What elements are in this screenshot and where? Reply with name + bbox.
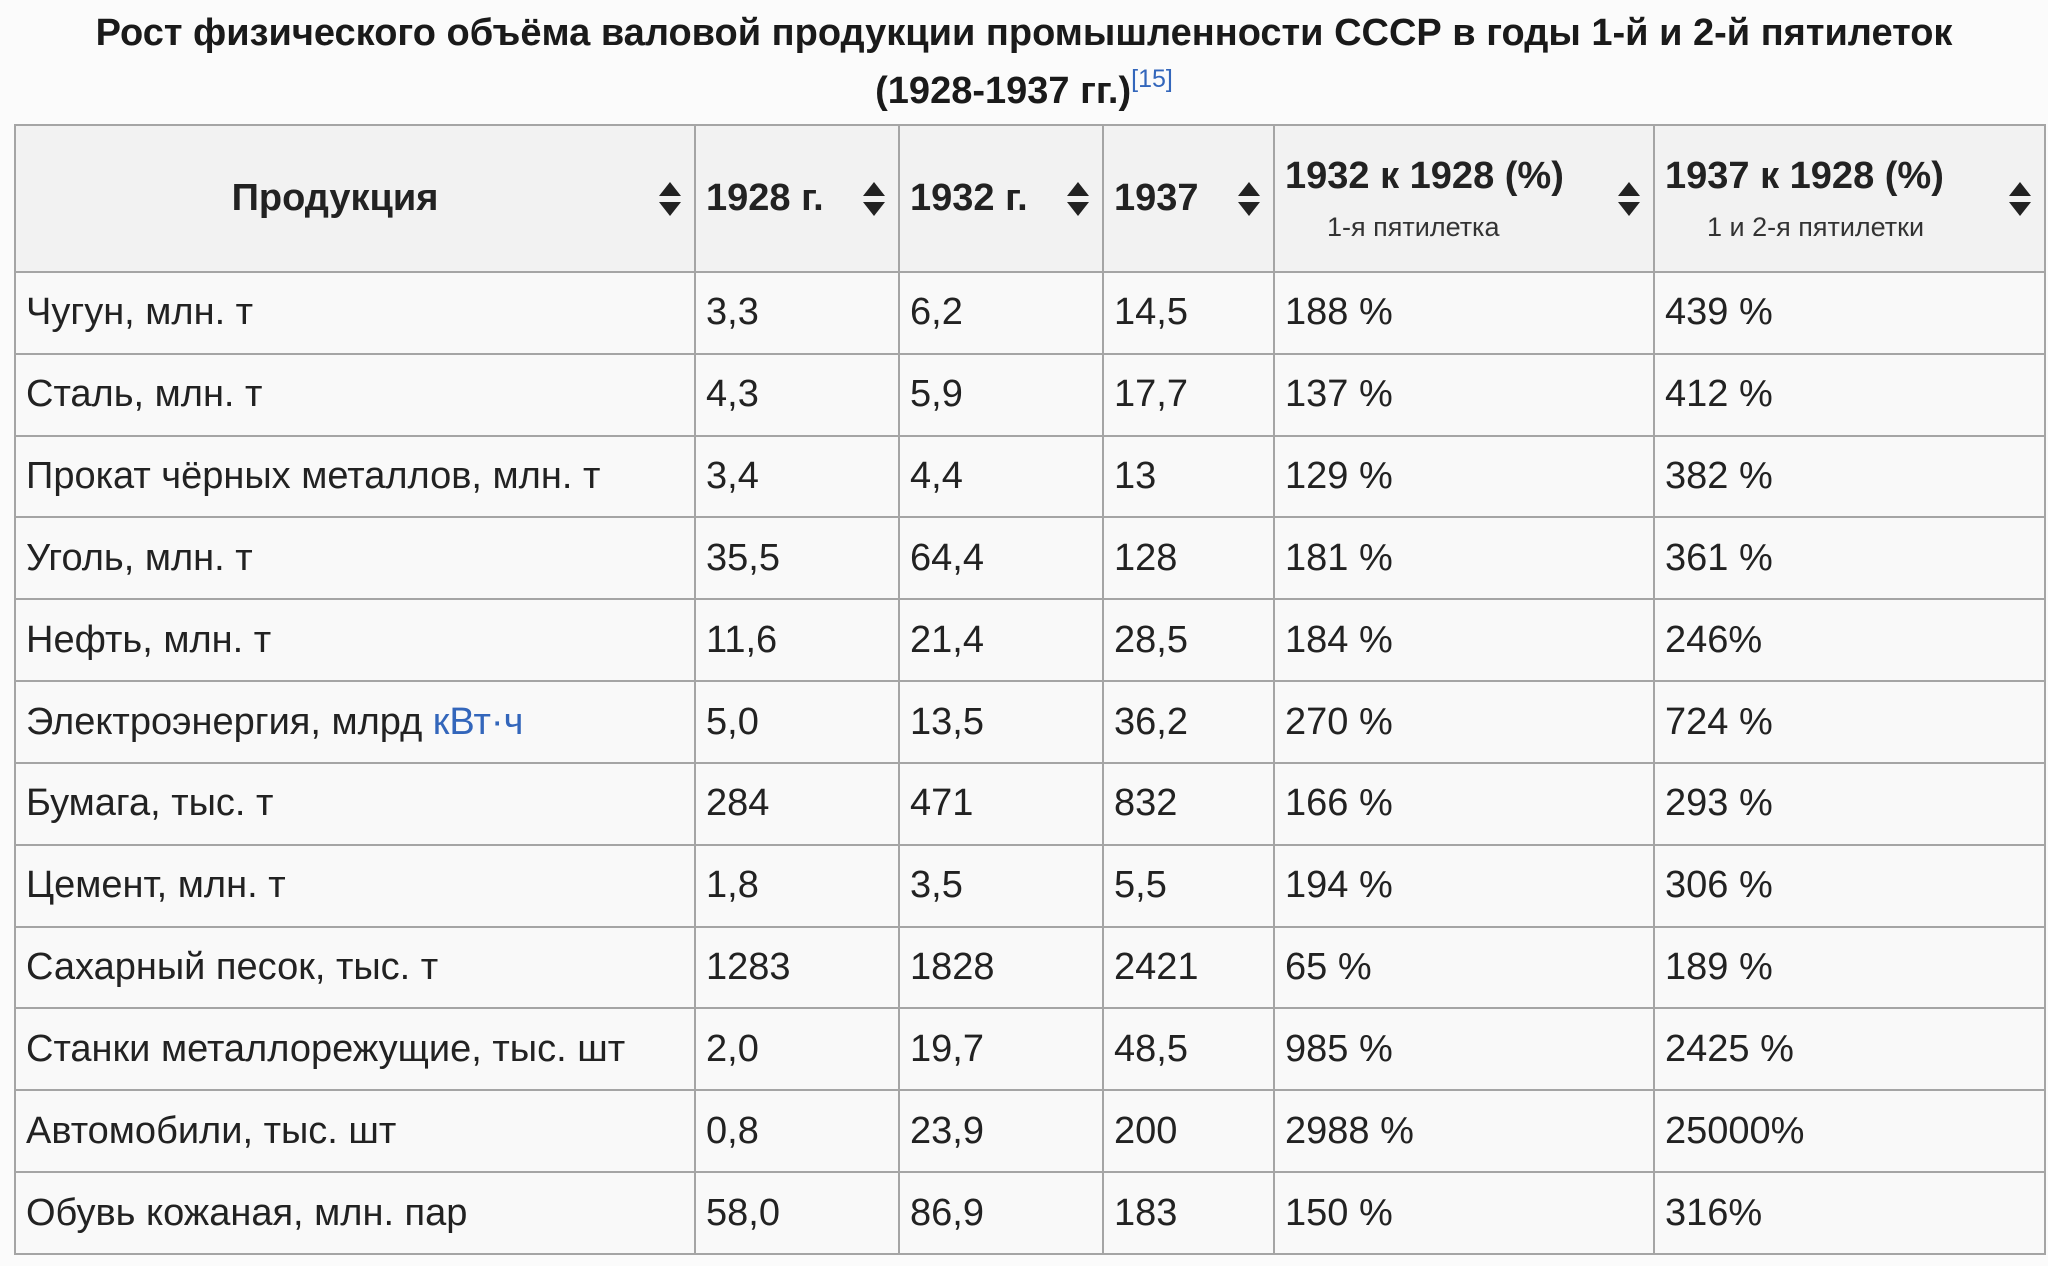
table-row [15,436,2045,518]
product-cell [15,599,695,681]
value-1937: 200 [1103,1090,1274,1172]
value-1932: 23,9 [899,1090,1103,1172]
table-row [15,517,2045,599]
value-1937: 832 [1103,763,1274,845]
header-label: 1937 к 1928 (%) [1665,154,1944,197]
product-cell [15,845,695,927]
product-name: Сталь, млн. т [26,373,263,416]
sort-icon[interactable] [658,182,682,216]
table-row [15,845,2045,927]
percent-1937: 724 % [1654,681,2045,763]
value-1937: 13 [1103,436,1274,518]
product-cell [15,927,695,1009]
value-1928: 11,6 [695,599,899,681]
table-caption [40,4,2008,120]
reference-link[interactable]: [15] [1131,65,1173,93]
percent-1937: 246% [1654,599,2045,681]
product-name: Сахарный песок, тыс. т [26,946,439,989]
product-name: Уголь, млн. т [26,536,253,579]
value-1928: 1283 [695,927,899,1009]
table-row [15,763,2045,845]
value-1932: 86,9 [899,1172,1103,1254]
value-1932: 471 [899,763,1103,845]
percent-1932: 181 % [1274,517,1654,599]
table-row [15,1090,2045,1172]
percent-1932: 985 % [1274,1008,1654,1090]
header-sublabel: 1 и 2-я пятилетки [1707,211,1925,242]
percent-1932: 166 % [1274,763,1654,845]
header-1932-vs-1928[interactable] [1274,125,1654,272]
value-1937: 14,5 [1103,272,1274,354]
percent-1937: 412 % [1654,354,2045,436]
header-1932[interactable] [899,125,1103,272]
percent-1932: 194 % [1274,845,1654,927]
table-row [15,1172,2045,1254]
table-row [15,681,2045,763]
sort-icon[interactable] [862,182,886,216]
table-row [15,272,2045,354]
percent-1932: 188 % [1274,272,1654,354]
value-1928: 35,5 [695,517,899,599]
value-1937: 36,2 [1103,681,1274,763]
product-cell [15,436,695,518]
value-1928: 0,8 [695,1090,899,1172]
value-1928: 284 [695,763,899,845]
value-1937: 17,7 [1103,354,1274,436]
value-1932: 19,7 [899,1008,1103,1090]
product-cell [15,681,695,763]
percent-1937: 25000% [1654,1090,2045,1172]
percent-1932: 2988 % [1274,1090,1654,1172]
value-1932: 1828 [899,927,1103,1009]
value-1932: 5,9 [899,354,1103,436]
value-1928: 1,8 [695,845,899,927]
product-cell [15,1090,695,1172]
product-name: Прокат чёрных металлов, млн. т [26,455,601,498]
product-name: Цемент, млн. т [26,864,286,907]
product-name: Автомобили, тыс. шт [26,1109,397,1152]
sort-icon[interactable] [1066,182,1090,216]
unit-link-kwh[interactable]: кВт·ч [432,700,524,743]
percent-1932: 129 % [1274,436,1654,518]
percent-1932: 65 % [1274,927,1654,1009]
percent-1937: 306 % [1654,845,2045,927]
caption-text: Рост физического объёма валовой продукции промышленности СССР в годы 1-й и 2-й пятилеток (1928-1937 гг.) [95,12,1953,112]
value-1928: 5,0 [695,681,899,763]
header-label: Продукция [231,177,439,219]
percent-1937: 189 % [1654,927,2045,1009]
header-label: 1937 [1114,177,1199,219]
value-1928: 3,3 [695,272,899,354]
product-cell [15,354,695,436]
percent-1937: 2425 % [1654,1008,2045,1090]
percent-1937: 316% [1654,1172,2045,1254]
percent-1937: 293 % [1654,763,2045,845]
header-label: 1932 г. [910,177,1028,219]
table-row [15,1008,2045,1090]
header-label: 1928 г. [706,177,824,219]
product-cell [15,1172,695,1254]
product-name: Нефть, млн. т [26,618,272,661]
value-1932: 4,4 [899,436,1103,518]
header-product[interactable] [15,125,695,272]
value-1932: 6,2 [899,272,1103,354]
header-sublabel: 1-я пятилетка [1327,211,1500,242]
header-row [15,125,2045,272]
value-1932: 64,4 [899,517,1103,599]
value-1928: 58,0 [695,1172,899,1254]
percent-1937: 439 % [1654,272,2045,354]
value-1937: 5,5 [1103,845,1274,927]
production-table [14,124,2046,1255]
value-1928: 2,0 [695,1008,899,1090]
value-1937: 183 [1103,1172,1274,1254]
header-label: 1932 к 1928 (%) [1285,154,1564,197]
value-1937: 128 [1103,517,1274,599]
value-1937: 48,5 [1103,1008,1274,1090]
product-name: Электроэнергия, млрд [26,700,433,743]
value-1932: 13,5 [899,681,1103,763]
sort-icon[interactable] [2008,182,2032,216]
product-cell [15,1008,695,1090]
product-cell [15,272,695,354]
header-1928[interactable] [695,125,899,272]
percent-1932: 137 % [1274,354,1654,436]
value-1932: 3,5 [899,845,1103,927]
product-name: Обувь кожаная, млн. пар [26,1191,468,1234]
product-cell [15,763,695,845]
product-name: Чугун, млн. т [26,291,254,334]
header-1937-vs-1928[interactable] [1654,125,2045,272]
table-row [15,927,2045,1009]
header-1937[interactable] [1103,125,1274,272]
percent-1932: 150 % [1274,1172,1654,1254]
percent-1932: 184 % [1274,599,1654,681]
percent-1937: 382 % [1654,436,2045,518]
table-row [15,354,2045,436]
product-name: Станки металлорежущие, тыс. шт [26,1027,626,1070]
value-1928: 4,3 [695,354,899,436]
percent-1932: 270 % [1274,681,1654,763]
value-1928: 3,4 [695,436,899,518]
product-cell [15,517,695,599]
value-1937: 28,5 [1103,599,1274,681]
sort-icon[interactable] [1617,182,1641,216]
sort-icon[interactable] [1237,182,1261,216]
product-name: Бумага, тыс. т [26,782,274,825]
table-row [15,599,2045,681]
percent-1937: 361 % [1654,517,2045,599]
value-1932: 21,4 [899,599,1103,681]
value-1937: 2421 [1103,927,1274,1009]
